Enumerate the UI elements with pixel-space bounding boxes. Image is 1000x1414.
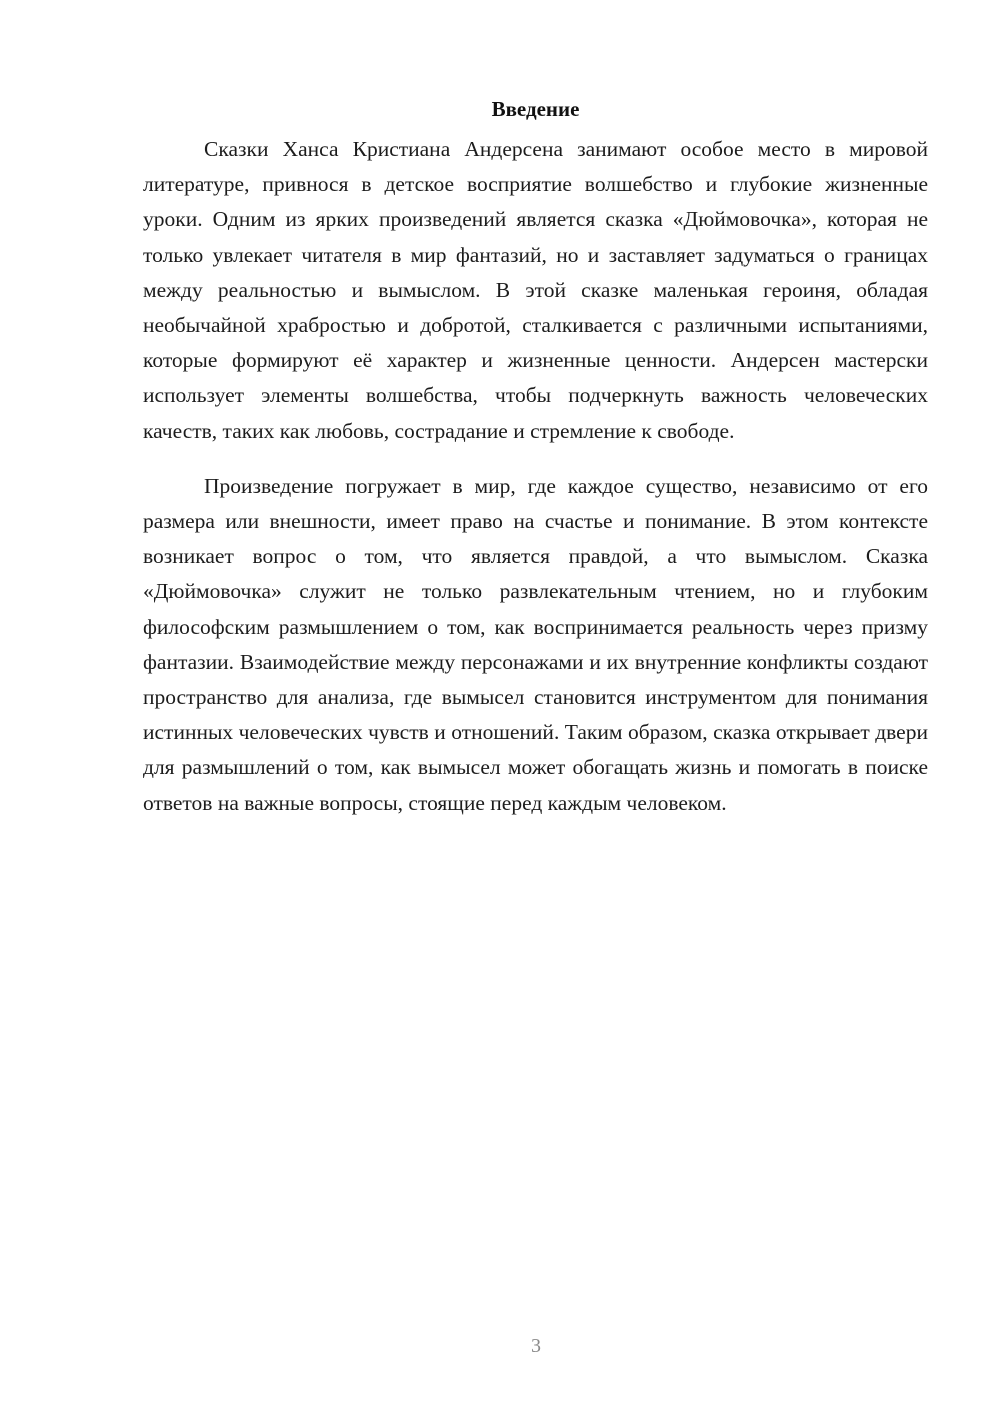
page-content xyxy=(143,94,928,821)
page-number: 3 xyxy=(531,1335,541,1357)
paragraph-2: Произведение погружает в мир, где каждое существо, независимо от его размера или внешности, имеет право на счастье и понимание. В этом контексте возникает вопрос о том, что является правдой, а что вымыслом. Сказка «Дюймовочка» служит не только развлекательным чтением, но и глубоким философским размышлением о том, как воспринимается реальность через призму фантазии. Взаимодействие между персонажами и их внутренние конфликты создают пространство для анализа, где вымысел становится инструментом для понимания истинных человеческих чувств и отношений. Таким образом, сказка открывает двери для размышлений о том, как вымысел может обогащать жизнь и помогать в поиске ответов на важные вопросы, стоящие перед каждым человеком. xyxy=(143,473,928,815)
section-heading: Введение xyxy=(491,97,580,121)
paragraph-1: Сказки Ханса Кристиана Андерсена занимают особое место в мировой литературе, привнося в детское восприятие волшебство и глубокие жизненные уроки. Одним из ярких произведений является сказка «Дюймовочка», которая не только увлекает читателя в мир фантазий, но и заставляет задуматься о границах между реальностью и вымыслом. В этой сказке маленькая героиня, обладая необычайной храбростью и добротой, сталкивается с различными испытаниями, которые формируют её характер и жизненные ценности. Андерсен мастерски использует элементы волшебства, чтобы подчеркнуть важность человеческих качеств, таких как любовь, сострадание и стремление к свободе. xyxy=(143,137,928,443)
